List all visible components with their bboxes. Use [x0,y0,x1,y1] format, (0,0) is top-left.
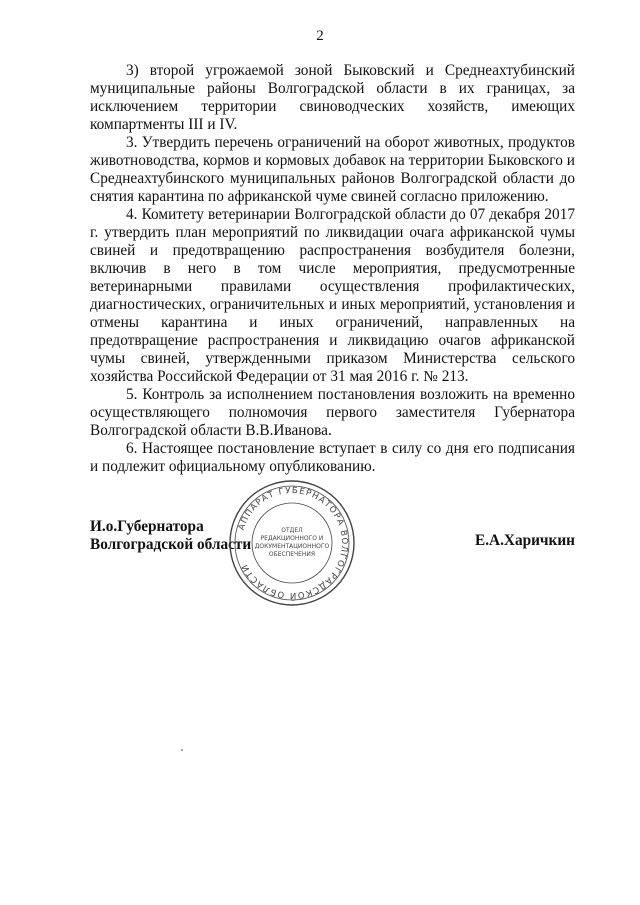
svg-text:ОБЕСПЕЧЕНИЯ: ОБЕСПЕЧЕНИЯ [268,551,316,558]
paragraph-point-3: 3. Утвердить перечень ограничений на оборот животных, продуктов животноводства, кормов и кормовых добавок на территории Быковского и Среднеахтубинского муниципальных районов Волгоградской области до снятия карантина по африканской чуме свиней согласно приложению. [90,134,575,205]
signatory-name: Е.А.Харичкин [475,532,575,549]
paragraph-point-5: 5. Контроль за исполнением постановления возложить на временно осуществляющего полномочия первого заместителя Губернатора Волгоградской области В.В.Иванова. [90,386,575,439]
paragraph-point-4: 4. Комитету ветеринарии Волгоградской области до 07 декабря 2017 г. утвердить план мероприятий по ликвидации очага африканской чумы свиней и предотвращению распространения возбудителя болезни, включив в него в том числе мероприятия, предусмотренные ветеринарными правилами осуществления профилактических, диагностических, ограничительных и иных мероприятий, установления и отмены карантина и иных ограничений, направленных на предотвращение распространения и ликвидацию очагов африканской чумы свиней, утвержденными приказом Министерства сельского хозяйства Российской Федерации от 31 мая 2016 г. № 213. [90,206,575,385]
svg-text:ДОКУМЕНТАЦИОННОГО: ДОКУМЕНТАЦИОННОГО [254,543,330,550]
paragraph-point-6: 6. Настоящее постановление вступает в силу со дня его подписания и подлежит официальному опубликованию. [90,440,575,475]
signatory-title-text: И.о.Губернатора Волгоградской области [90,518,252,553]
paragraph-item-3-zone: 3) второй угрожаемой зоной Быковский и Среднеахтубинский муниципальные районы Волгоградской области в их границах, за исключением территории свиноводческих хозяйств, имеющих компартменты III и IV. [90,62,575,133]
scan-dot [181,749,183,751]
page-number: 2 [316,28,324,44]
document-body [90,62,575,476]
svg-text:ОТДЕЛ: ОТДЕЛ [281,527,303,534]
svg-text:АППАРАТ ГУБЕРНАТОРА ВОЛГОГРАДС: АППАРАТ ГУБЕРНАТОРА ВОЛГОГРАДСКОЙ ОБЛАСТИ [236,485,350,601]
svg-text:РЕДАКЦИОННОГО И: РЕДАКЦИОННОГО И [260,535,324,542]
official-seal-stamp [227,478,357,608]
